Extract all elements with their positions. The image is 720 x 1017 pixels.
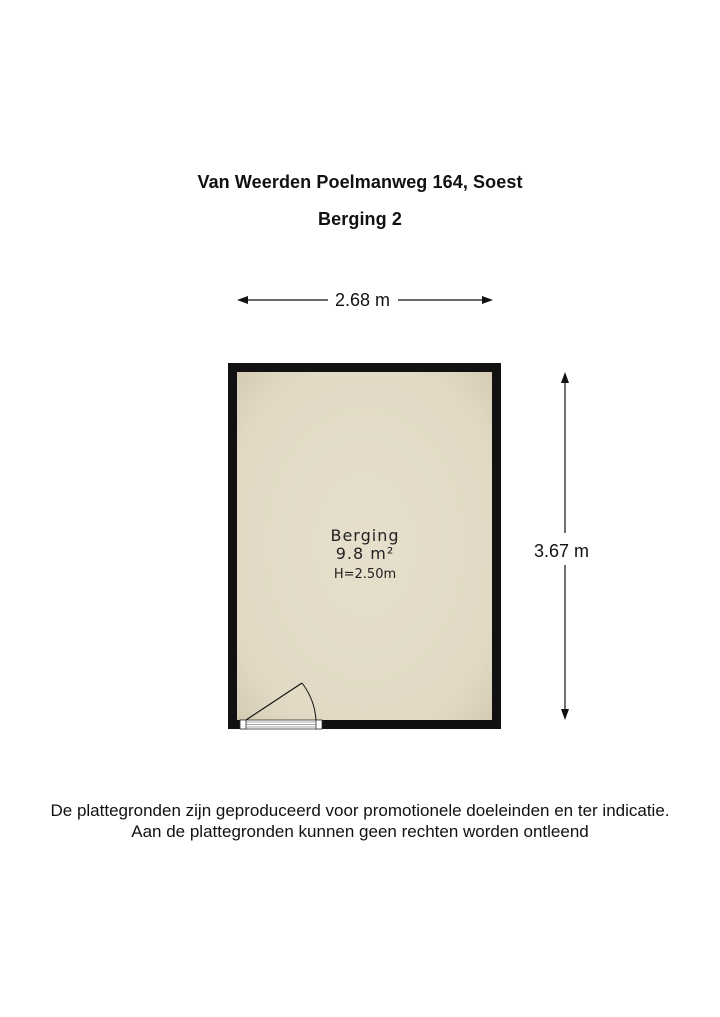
arrow-right-icon xyxy=(482,296,493,304)
plan-address-title: Van Weerden Poelmanweg 164, Soest xyxy=(197,172,523,192)
plan-subtitle: Berging 2 xyxy=(318,209,402,229)
height-dimension-label: 3.67 m xyxy=(534,537,589,565)
arrow-up-icon xyxy=(561,372,569,383)
room-area-label: 9.8 m² xyxy=(335,544,395,563)
disclaimer-line-1: De plattegronden zijn geproduceerd voor promotionele doeleinden en ter indicatie. xyxy=(50,801,670,820)
width-dimension-label: 2.68 m xyxy=(331,290,394,310)
room-ceiling-height-label: H=2.50m xyxy=(333,567,397,582)
arrow-down-icon xyxy=(561,709,569,720)
arrow-left-icon xyxy=(237,296,248,304)
disclaimer-line-2: Aan de plattegronden kunnen geen rechten worden ontleend xyxy=(131,822,589,841)
room-name-label: Berging xyxy=(330,526,400,545)
